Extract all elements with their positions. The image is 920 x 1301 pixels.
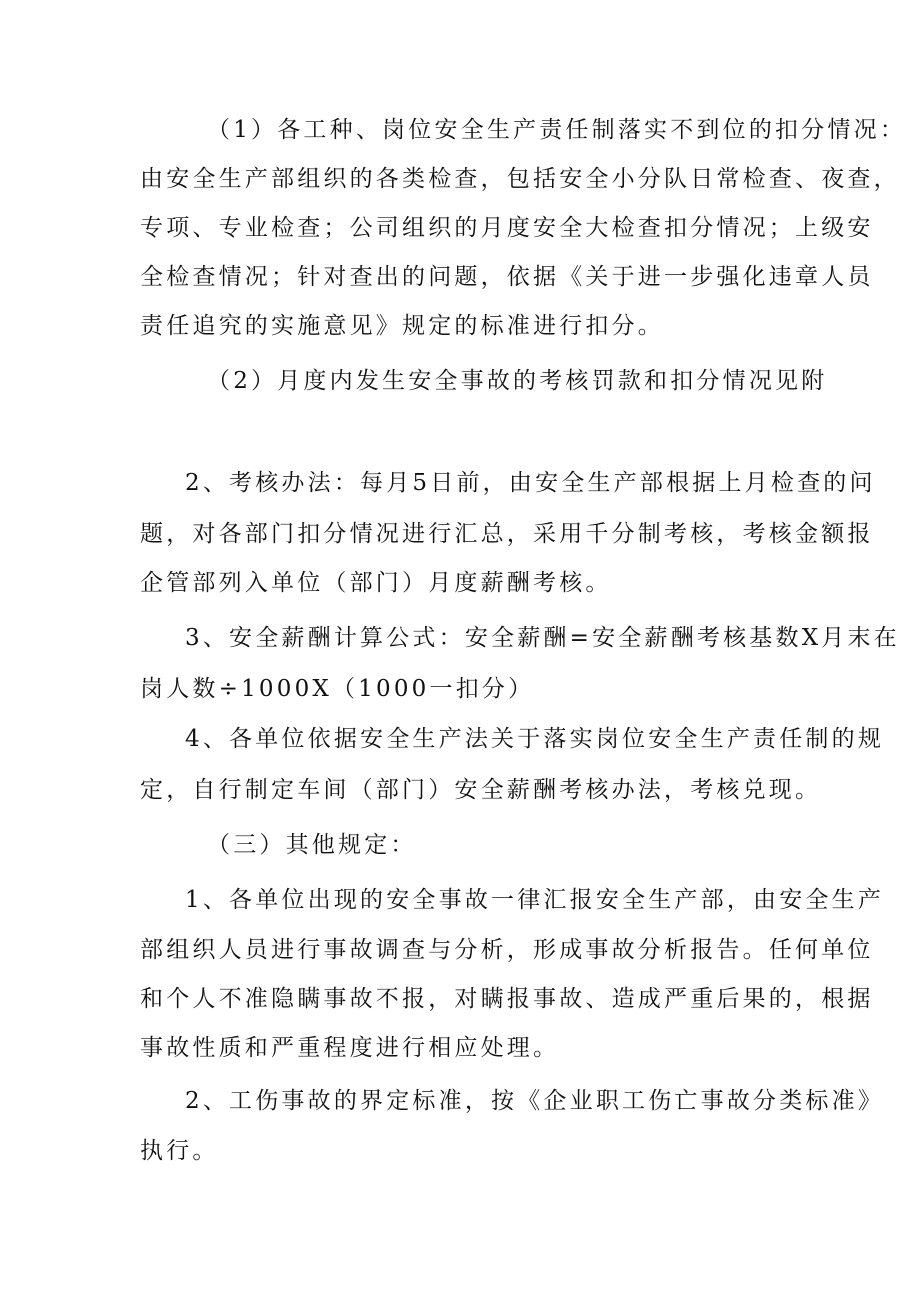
paragraph-5-line-2: 定，自行制定车间（部门）安全薪酬考核办法，考核兑现。 bbox=[140, 777, 822, 803]
paragraph-1-line-4: 全检查情况；针对查出的问题，依据《关于进一步强化违章人员 bbox=[140, 264, 874, 290]
paragraph-7-line-3: 和个人不准隐瞒事故不报，对瞒报事故、造成严重后果的，根据 bbox=[140, 986, 874, 1012]
paragraph-1-line-5: 责任追究的实施意见》规定的标准进行扣分。 bbox=[140, 313, 664, 339]
paragraph-3-line-2: 题，对各部门扣分情况进行汇总，采用千分制考核，考核金额报 bbox=[140, 521, 874, 547]
paragraph-3-line-3: 企管部列入单位（部门）月度薪酬考核。 bbox=[140, 570, 612, 596]
paragraph-7-line-4: 事故性质和严重程度进行相应处理。 bbox=[140, 1035, 560, 1061]
paragraph-1-line-3: 专项、专业检查；公司组织的月度安全大检查扣分情况；上级安 bbox=[140, 215, 874, 241]
paragraph-7-line-1: 1、各单位出现的安全事故一律汇报安全生产部，由安全生产 bbox=[185, 887, 885, 913]
paragraph-2-line-1: （2）月度内发生安全事故的考核罚款和扣分情况见附 bbox=[207, 368, 828, 394]
paragraph-3-line-1: 2、考核办法：每月5日前，由安全生产部根据上月检查的问 bbox=[185, 470, 876, 496]
paragraph-1-line-2: 由安全生产部组织的各类检查，包括安全小分队日常检查、夜查， bbox=[140, 166, 900, 192]
paragraph-5-line-1: 4、各单位依据安全生产法关于落实岗位安全生产责任制的规 bbox=[185, 726, 885, 752]
paragraph-4-line-1: 3、安全薪酬计算公式：安全薪酬=安全薪酬考核基数X月末在 bbox=[185, 625, 900, 651]
paragraph-8-line-2: 执行。 bbox=[140, 1138, 219, 1164]
paragraph-7-line-2: 部组织人员进行事故调查与分析，形成事故分析报告。任何单位 bbox=[140, 937, 874, 963]
section-heading-other-rules: （三）其他规定： bbox=[207, 832, 417, 858]
paragraph-1-line-1: （1）各工种、岗位安全生产责任制落实不到位的扣分情况： bbox=[207, 117, 907, 143]
paragraph-8-line-1: 2、工伤事故的界定标准，按《企业职工伤亡事故分类标准》 bbox=[185, 1088, 885, 1114]
paragraph-4-line-2: 岗人数÷1000X（1000一扣分） bbox=[140, 676, 535, 702]
